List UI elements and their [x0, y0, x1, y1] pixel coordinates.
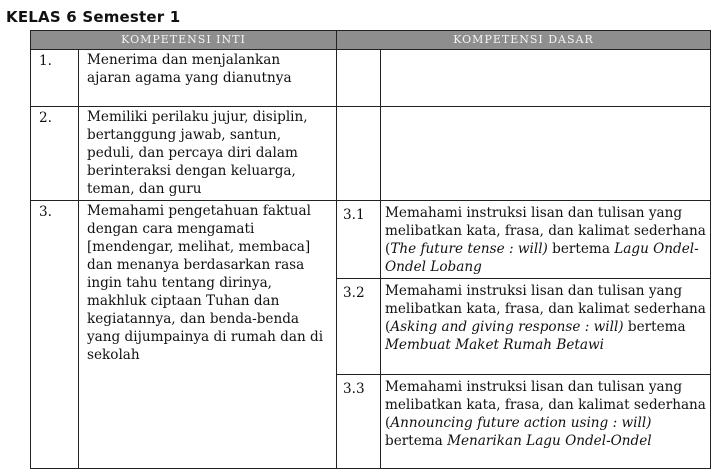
competency-table: [30, 30, 711, 469]
kd-text-lead: Memahami instruksi lisan dan tulisan yang melibatkan kata, frasa, dan kalimat sederhana (: [385, 379, 706, 431]
kd-number: 3.3: [337, 375, 381, 469]
kd-text-lead: Memahami instruksi lisan dan tulisan yang melibatkan kata, frasa, dan kalimat sederhana (: [385, 205, 706, 257]
kd-text-lead: Memahami instruksi lisan dan tulisan yang melibatkan kata, frasa, dan kalimat sederhana (: [385, 283, 706, 335]
kd-text-italic: Asking and giving response : will): [390, 319, 624, 335]
kd-theme-italic: Lagu Ondel-Ondel Lobang: [385, 241, 699, 275]
kd-text-mid: bertema: [623, 319, 686, 335]
ki-text: Menerima dan menjalankan ajaran agama yang dianutnya: [79, 50, 337, 107]
table-row: [31, 107, 711, 201]
table-row: [31, 50, 711, 107]
kd-text-empty: [381, 107, 711, 201]
ki-number: 3.: [31, 201, 79, 469]
kd-text-italic: The future tense : will): [390, 241, 548, 257]
header-kompetensi-dasar: KOMPETENSI DASAR: [337, 31, 711, 50]
kd-number-empty: [337, 50, 381, 107]
ki-text: Memiliki perilaku jujur, disiplin, bertanggung jawab, santun, peduli, dan percaya diri dalam berinteraksi dengan keluarga, teman, dan guru: [79, 107, 337, 201]
kd-theme-italic: Membuat Maket Rumah Betawi: [385, 337, 604, 353]
kd-theme-italic: Menarikan Lagu Ondel-Ondel: [447, 433, 652, 449]
ki-text: Memahami pengetahuan faktual dengan cara mengamati [mendengar, melihat, membaca] dan menanya berdasarkan rasa ingin tahu tentang dirinya, makhluk ciptaan Tuhan dan kegiatannya, dan benda-benda yang dijumpainya di rumah dan di sekolah: [79, 201, 337, 469]
kd-text-empty: [381, 50, 711, 107]
page-heading: KELAS 6 Semester 1: [6, 8, 181, 26]
kd-number: 3.1: [337, 201, 381, 279]
kd-number: 3.2: [337, 279, 381, 375]
table-row: [31, 201, 711, 279]
table-header-row: [31, 31, 711, 50]
ki-number: 2.: [31, 107, 79, 201]
kd-text-italic: Announcing future action using : will): [390, 415, 652, 431]
kd-text: [381, 279, 711, 375]
kd-text: [381, 201, 711, 279]
header-kompetensi-inti: KOMPETENSI INTI: [31, 31, 337, 50]
kd-number-empty: [337, 107, 381, 201]
ki-number: 1.: [31, 50, 79, 107]
kd-text-mid: bertema: [385, 433, 448, 449]
kd-text-mid: bertema: [547, 241, 615, 257]
kd-text: [381, 375, 711, 469]
